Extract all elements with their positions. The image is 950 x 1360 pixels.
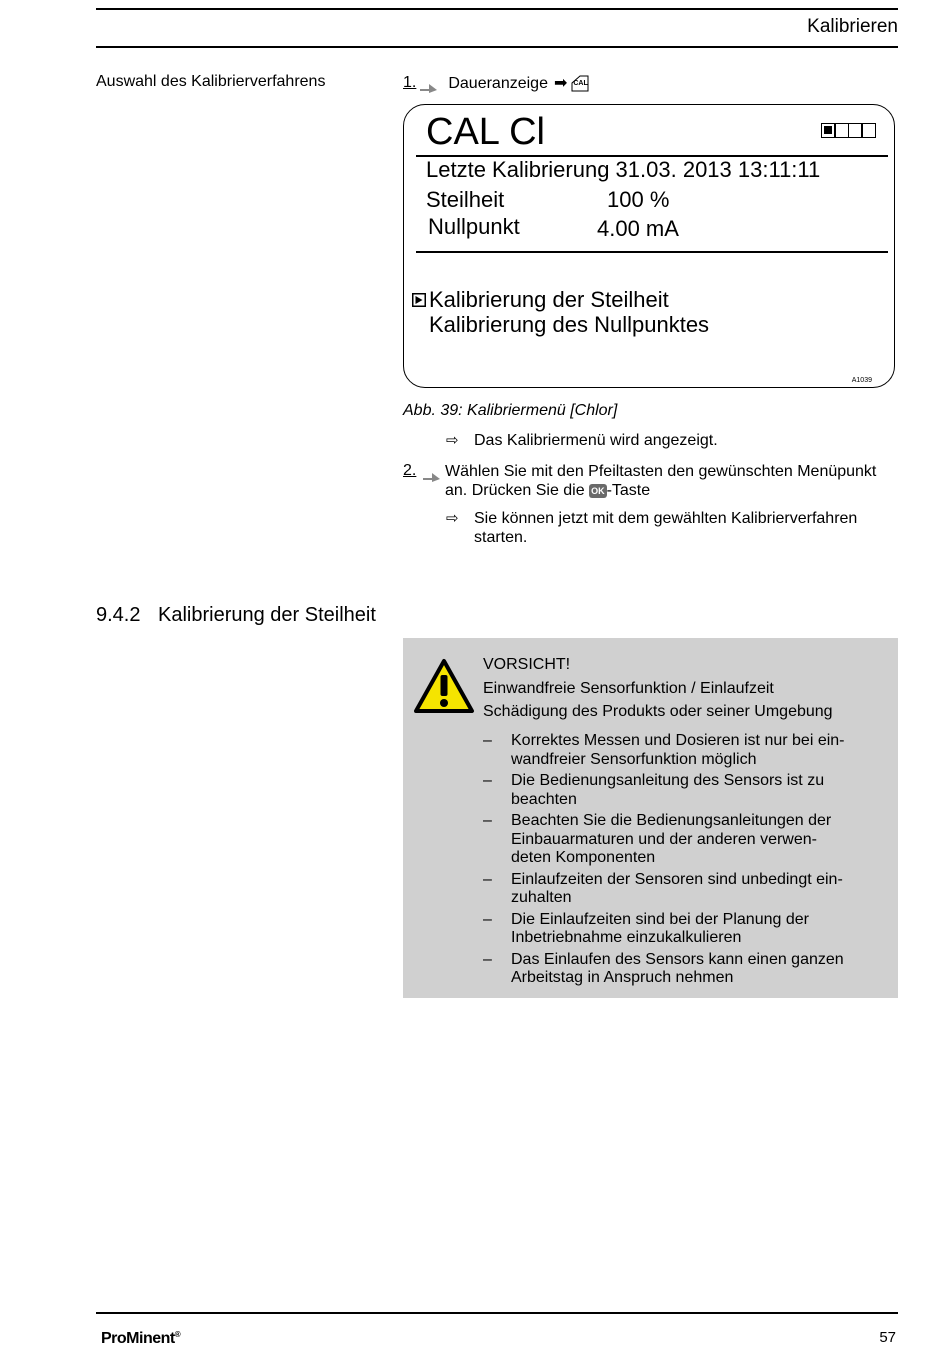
header-top-rule	[96, 8, 898, 10]
display-divider	[416, 251, 888, 253]
step-text: Daueranzeige	[448, 74, 548, 92]
list-item: – Die Einlaufzeiten sind bei der Planung der Inbetriebnahme einzukalkulieren	[483, 910, 809, 946]
list-item: – Die Bedienungsanleitung des Sensors ist zu beachten	[483, 772, 825, 808]
status-block	[861, 123, 876, 138]
zero-value: 4.00 mA	[597, 216, 679, 241]
result-arrow-icon: ⇨	[446, 510, 459, 527]
zero-label: Nullpunkt	[428, 214, 520, 239]
menu-item-zero[interactable]: Kalibrierung des Nullpunktes	[429, 312, 710, 337]
caution-box	[403, 638, 898, 998]
chapter-title: Kalibrieren	[807, 16, 898, 37]
brand-logo: ProMinent®	[101, 1330, 181, 1347]
menu-item-slope[interactable]: Kalibrierung der Steilheit	[429, 287, 669, 312]
result-arrow-icon: ⇨	[446, 432, 459, 449]
ok-key-icon: OK	[591, 486, 605, 496]
slope-label: Steilheit	[426, 187, 505, 212]
display-title: CAL Cl	[426, 111, 545, 153]
side-heading: Auswahl des Kalibrierverfahrens	[96, 73, 326, 90]
page-number: 57	[879, 1329, 896, 1346]
warning-triangle-icon	[413, 658, 475, 714]
figure-code: A1039	[851, 377, 872, 384]
step-number: 2.	[403, 462, 417, 479]
step-2-line-1: Wählen Sie mit den Pfeiltasten den gewünschten Menüpunkt	[445, 463, 877, 480]
figure-caption: Abb. 39: Kalibriermenü [Chlor]	[403, 402, 618, 419]
result-2-line-2: starten.	[474, 529, 528, 546]
footer-rule	[96, 1312, 898, 1314]
device-display	[403, 104, 895, 388]
step-arrow-icon	[420, 79, 438, 93]
step-2	[403, 462, 416, 480]
section-number: 9.4.2	[96, 604, 141, 626]
step-number: 1.	[403, 74, 417, 91]
list-item: – Beachten Sie die Bedienungsanleitungen der Einbauarmaturen und der anderen verwen- deten Komponenten	[483, 812, 832, 866]
last-calibration: Letzte Kalibrierung 31.03. 2013 13:11:11	[426, 157, 821, 182]
step-arrow-icon	[423, 468, 441, 482]
slope-value: 100 %	[607, 187, 670, 212]
display-status-blocks	[822, 123, 876, 138]
result-2-line-1: Sie können jetzt mit dem gewählten Kalibrierverfahren	[474, 510, 858, 527]
cal-key-icon: CAL	[571, 75, 589, 92]
list-item: – Korrektes Messen und Dosieren ist nur bei ein- wandfreier Sensorfunktion möglich	[483, 732, 845, 768]
warning-description: Schädigung des Produkts oder seiner Umgebung	[483, 703, 833, 720]
signal-word: VORSICHT!	[483, 656, 571, 673]
list-item: – Das Einlaufen des Sensors kann einen ganzen Arbeitstag in Anspruch nehmen	[483, 950, 844, 986]
step-1	[403, 73, 589, 93]
step-2-line-2: an. Drücken Sie die OK -Taste	[445, 482, 651, 499]
section-title: Kalibrierung der Steilheit	[158, 604, 376, 626]
result-2	[446, 509, 459, 528]
list-item: – Einlaufzeiten der Sensoren sind unbedingt ein- zuhalten	[483, 870, 843, 906]
result-text: Das Kalibriermenü wird angezeigt.	[474, 432, 718, 449]
menu-cursor-icon	[412, 293, 426, 307]
right-arrow-icon: ➡	[553, 75, 568, 92]
result-1	[446, 431, 718, 450]
warning-title: Einwandfreie Sensorfunktion / Einlaufzeit	[483, 680, 774, 697]
header-bottom-rule	[96, 46, 898, 48]
warning-list	[483, 732, 883, 991]
